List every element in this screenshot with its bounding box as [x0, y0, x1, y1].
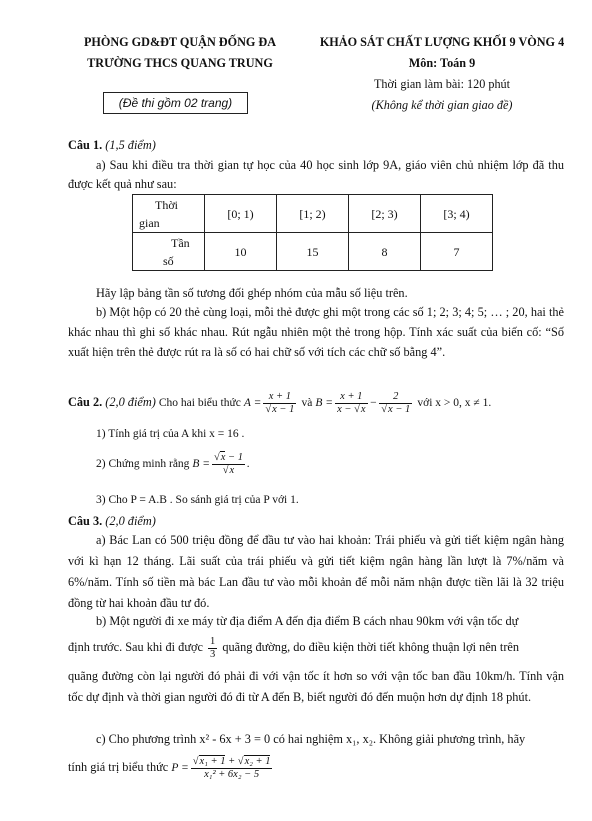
page-count-note: (Đề thi gồm 02 trang)	[103, 92, 248, 114]
q3-part-b-rest: quãng đường còn lại người đó phải đi với vận tốc ít hơn so với vận tốc ban đầu 10km/h. Tính vận tốc dự định và thời gian người đó đi từ A đến B, biết người đó đến muộn hơn dự định 18 phút.	[68, 669, 564, 704]
department-name: PHÒNG GD&ĐT QUẬN ĐỐNG ĐA	[83, 35, 277, 49]
frequency-header: Tần số	[133, 233, 205, 271]
q2-and: và	[301, 397, 313, 409]
q3-heading	[68, 512, 564, 530]
q2-intro: Cho hai biểu thức	[158, 397, 241, 409]
frequency-cell: 15	[277, 233, 349, 271]
q2-part-3: 3) Cho P = A.B . So sánh giá trị của P với 1.	[96, 494, 299, 506]
interval-cell: [3; 4)	[421, 195, 493, 233]
q3-part-b-line1: b) Một người đi xe máy từ địa điểm A đến địa điểm B cách nhau 90km với vận tốc dự	[96, 614, 519, 628]
q3-title: Câu 3.	[68, 514, 103, 528]
q2-condition: với x > 0, x ≠ 1.	[417, 397, 492, 409]
frequency-table	[132, 194, 493, 271]
q1-part-a: a) Sau khi điều tra thời gian tự học của 40 học sinh lớp 9A, giáo viên chủ nhiệm lớp đã thu được kết quả như sau:	[68, 158, 564, 191]
header-right	[298, 32, 586, 116]
duration-note: (Không kể thời gian giao đề)	[371, 98, 513, 112]
q2-title: Câu 2.	[68, 395, 103, 409]
expr-p: P = $\frac{\text{√x₁ + 1 + √x₂ + 1}}{\text{x₁² + 6x₂ − 5}}$	[171, 755, 271, 780]
fraction-one-third: $\frac{1}{3}$	[210, 635, 216, 660]
q1-part-b: b) Một hộp có 20 thẻ cùng loại, mỗi thẻ được ghi một trong các số 1; 2; 3; 4; 5; … ; 20, hai thẻ khác nhau thì ghi số khác nhau. Rút ngẫu nhiên một thẻ trong hộp. Tính xác suất của biến cố: “Số xuất hiện trên thẻ được rút ra là số có hai chữ số với tích các chữ số bằng 4”.	[68, 305, 564, 359]
table-row	[133, 233, 493, 271]
q2-part-1: 1) Tính giá trị của A khi x = 16 .	[96, 428, 245, 440]
q2-statement	[68, 390, 564, 416]
frequency-cell: 7	[421, 233, 493, 271]
frequency-cell: 8	[349, 233, 421, 271]
table-row	[133, 195, 493, 233]
q1-heading	[68, 136, 564, 154]
expr-b: B = $\frac{x + 1}{x - √x}$ − $\frac{2}{√x - 1}$	[315, 390, 411, 415]
q3-part-b-line2: định trước. Sau khi đi được $\frac{1}{3}$ quãng đường, do điều kiện thời tiết không thuận lợi nên trên	[68, 635, 520, 660]
time-header: Thời gian	[133, 195, 205, 233]
interval-cell: [1; 2)	[277, 195, 349, 233]
q2-part-2: 2) Chứng minh rằng B = $\frac{√x - 1}{√x}$ .	[96, 452, 250, 476]
interval-cell: [2; 3)	[349, 195, 421, 233]
q1-part-a-task: Hãy lập bảng tần số tương đối ghép nhóm của mẫu số liệu trên.	[96, 286, 408, 300]
school-name: TRƯỜNG THCS QUANG TRUNG	[87, 56, 273, 70]
q3-part-a: a) Bác Lan có 500 triệu đồng để đầu tư vào hai khoản: Trái phiếu và gửi tiết kiệm ngân hàng với kì hạn 12 tháng. Lãi suất của trái phiếu và gửi tiết kiệm ngân hàng lần lượt là 7%/năm và 6%/năm. Tính số tiền mà bác Lan đầu tư vào mỗi khoản để mỗi năm nhận được tiền lãi là 32 triệu đồng từ hai khoản đầu tư đó.	[68, 533, 564, 610]
q2-points: (2,0 điểm)	[105, 395, 156, 409]
expr-a: A = $\frac{x + 1}{√x - 1}$	[243, 390, 295, 415]
q1-points: (1,5 điểm)	[105, 138, 156, 152]
interval-cell: [0; 1)	[205, 195, 277, 233]
q3-points: (2,0 điểm)	[105, 514, 156, 528]
q3-part-c-line2: tính giá trị biểu thức P = $\frac{\text{√x₁ + 1 + √x₂ + 1}}{\text{x₁² + 6x₂ − 5}}$	[68, 752, 564, 783]
expr-b-simplified: B = $\frac{√x - 1}{√x}$ .	[192, 452, 250, 476]
subject: Môn: Toán 9	[408, 56, 476, 70]
header-left	[60, 32, 300, 74]
exam-title: KHẢO SÁT CHẤT LƯỢNG KHỐI 9 VÒNG 4	[319, 35, 565, 49]
frequency-cell: 10	[205, 233, 277, 271]
q1-title: Câu 1.	[68, 138, 103, 152]
duration: Thời gian làm bài: 120 phút	[373, 77, 511, 91]
q3-part-c-line1: c) Cho phương trình x² - 6x + 3 = 0 có hai nghiệm x₁, x₂. Không giải phương trình, hãy	[96, 732, 526, 746]
